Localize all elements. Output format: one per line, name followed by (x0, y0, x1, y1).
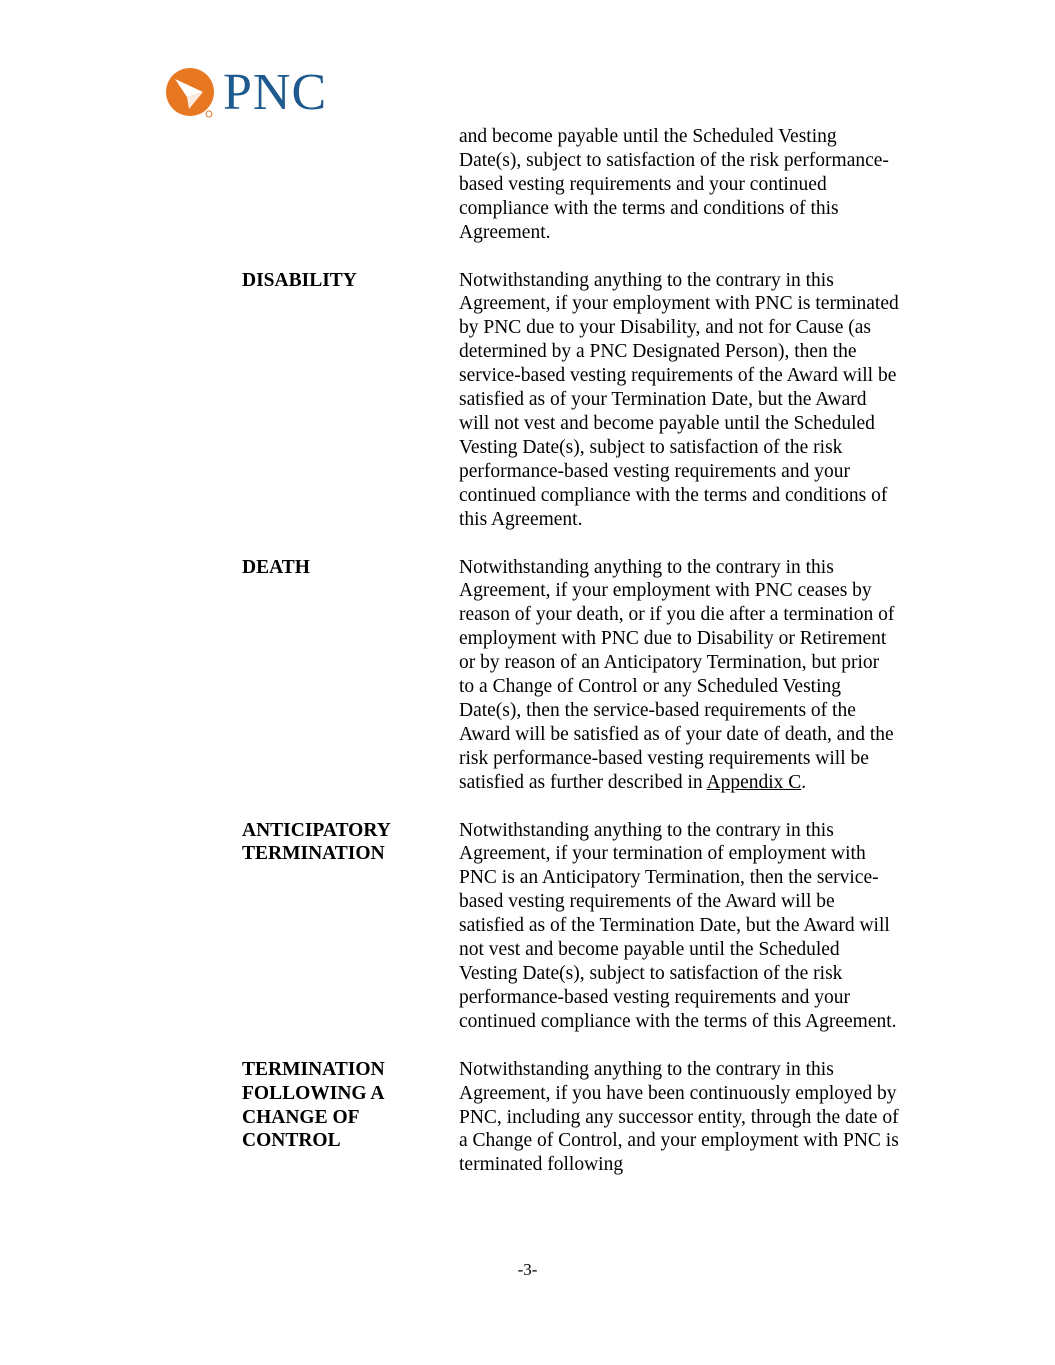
pnc-logo-icon (165, 67, 217, 119)
section-text-end: . (801, 771, 807, 793)
page-number: -3- (517, 1260, 538, 1279)
section-label (242, 125, 459, 245)
section-label: TERMINATION FOLLOWING A CHANGE OF CONTROL (242, 1058, 385, 1152)
section-termination-following-change-of-control (242, 1058, 902, 1178)
section-death (242, 556, 902, 795)
section-text: Notwithstanding anything to the contrary in this Agreement, if your employment with PNC ceases by reason of your death, or if you die after a termination of employment with PNC due to Disability or Retirement or by reason of an Anticipatory Termination, but prior to a Change of Control or any Scheduled Vesting Date(s), then the service-based requirements of the Award will be satisfied as of your date of death, and the risk performance-based vesting requirements will be satisfied as further described in (459, 556, 895, 793)
document-body (242, 125, 902, 1201)
pnc-logo (165, 64, 328, 121)
section-label: DEATH (242, 556, 310, 578)
section-continued (242, 125, 902, 245)
section-label: ANTICIPATORY TERMINATION (242, 819, 391, 865)
section-text: Notwithstanding anything to the contrary in this Agreement, if you have been continuously employed by PNC, including any successor entity, through the date of a Change of Control, and your employment with PNC is terminated following (459, 1058, 899, 1176)
section-text-container (459, 556, 899, 795)
appendix-c-link[interactable]: Appendix C (706, 771, 802, 793)
section-label: DISABILITY (242, 269, 357, 291)
section-anticipatory-termination (242, 819, 902, 1034)
section-text: Notwithstanding anything to the contrary in this Agreement, if your termination of employment with PNC is an Anticipatory Termination, then the service-based vesting requirements of the Award will be satisfied as of the Termination Date, but the Award will not vest and become payable until the Scheduled Vesting Date(s), subject to satisfaction of the risk performance-based vesting requirements and your continued compliance with the terms of this Agreement. (459, 819, 897, 1032)
pnc-logo-text: PNC (223, 64, 328, 121)
section-text: and become payable until the Scheduled Vesting Date(s), subject to satisfaction of the risk performance-based vesting requirements and your continued compliance with the terms and conditions of this Agreement. (459, 126, 889, 243)
section-text: Notwithstanding anything to the contrary in this Agreement, if your employment with PNC is terminated by PNC due to your Disability, and not for Cause (as determined by a PNC Designated Person), then the service-based vesting requirements of the Award will be satisfied as of your Termination Date, but the Award will not vest and become payable until the Scheduled Vesting Date(s), subject to satisfaction of the risk performance-based vesting requirements and your continued compliance with the terms and conditions of this Agreement. (459, 269, 899, 530)
section-disability (242, 269, 902, 532)
